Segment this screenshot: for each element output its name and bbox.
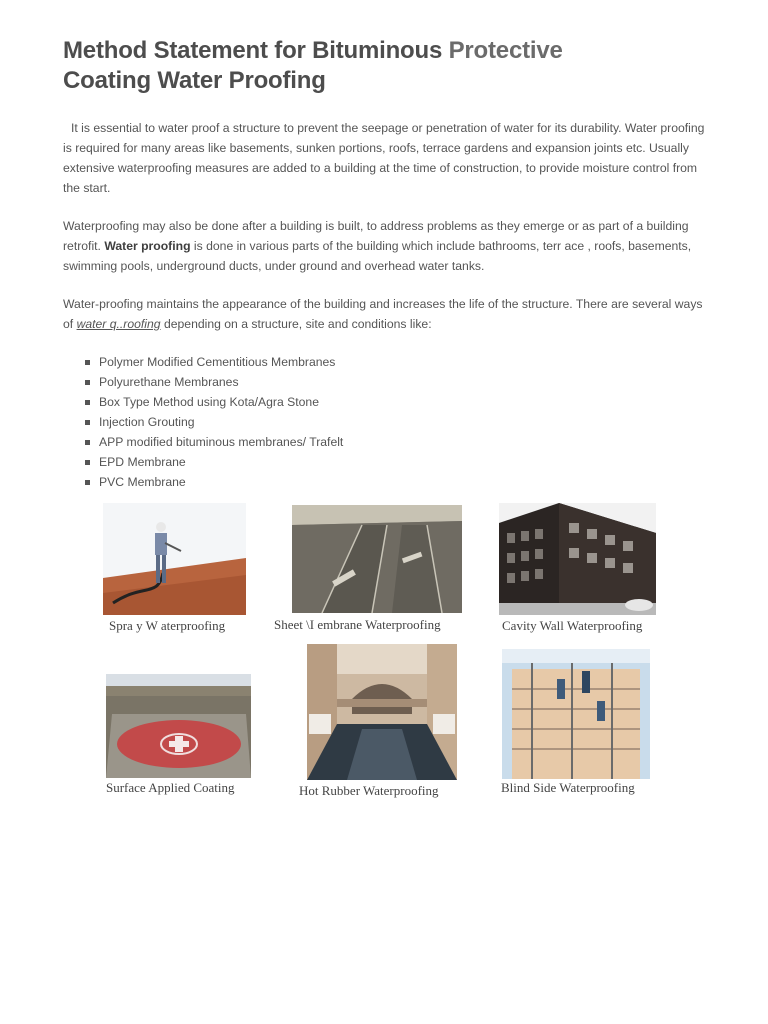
caption-blind-side: Blind Side Waterproofing xyxy=(501,780,635,795)
title-part-2: Protective xyxy=(448,37,563,64)
spray-waterproofing-photo xyxy=(103,503,246,615)
list-item: PVC Membrane xyxy=(83,472,713,492)
caption-surface: Surface Applied Coating xyxy=(106,780,235,795)
methods-intro-text-a: Water-proofing maintains the appearance of the building and increases the life of the structure. There are several ways of xyxy=(63,297,703,331)
hot-rubber-photo xyxy=(307,644,457,780)
list-item: Polymer Modified Cementitious Membranes xyxy=(83,352,713,372)
page-title xyxy=(63,36,713,96)
document-body xyxy=(63,36,713,492)
caption-cavity: Cavity Wall Waterproofing xyxy=(502,618,643,633)
list-item: APP modified bituminous membranes/ Trafelt xyxy=(83,432,713,452)
caption-hot-rubber: Hot Rubber Waterproofing xyxy=(299,783,439,798)
cavity-wall-photo xyxy=(499,503,656,615)
methods-intro-text-b: depending on a structure, site and conditions like: xyxy=(160,317,432,331)
list-item: Polyurethane Membranes xyxy=(83,372,713,392)
intro-text: It is essential to water proof a structure to prevent the seepage or penetration of water for its durability. Water proofing is required for many areas like basements, sunken portions, roofs, terrace gardens and expansion joints etc. Usually extensive waterproofing measures are added to a building at the time of construction, to provide moisture control from the start. xyxy=(63,121,705,195)
retrofit-bold-term: Water proofing xyxy=(104,239,191,253)
blind-side-photo xyxy=(502,649,650,779)
retrofit-text-b: is done in various parts of the building which include bathrooms, terr ace , roofs, basements, swimming pools, underground ducts, under ground and overhead water tanks. xyxy=(63,239,692,273)
intro-paragraph xyxy=(63,118,713,198)
list-item: Injection Grouting xyxy=(83,412,713,432)
title-part-1: Method Statement for Bituminous xyxy=(63,37,449,64)
waterproofing-link[interactable]: water q..roofing xyxy=(76,317,161,331)
caption-sheet: Sheet \I embrane Waterproofing xyxy=(274,617,441,632)
list-item: Box Type Method using Kota/Agra Stone xyxy=(83,392,713,412)
title-line-2: Coating Water Proofing xyxy=(63,67,326,94)
caption-spray: Spra y W aterproofing xyxy=(109,618,226,633)
methods-list xyxy=(63,352,713,492)
methods-intro-paragraph xyxy=(63,294,713,334)
surface-applied-coating-photo xyxy=(106,674,251,778)
retrofit-text-a: Waterproofing may also be done after a building is built, to address problems as they emerge or as part of a building retrofit. xyxy=(63,219,689,253)
retrofit-paragraph xyxy=(63,216,713,276)
sheet-membrane-photo xyxy=(292,505,462,613)
list-item: EPD Membrane xyxy=(83,452,713,472)
